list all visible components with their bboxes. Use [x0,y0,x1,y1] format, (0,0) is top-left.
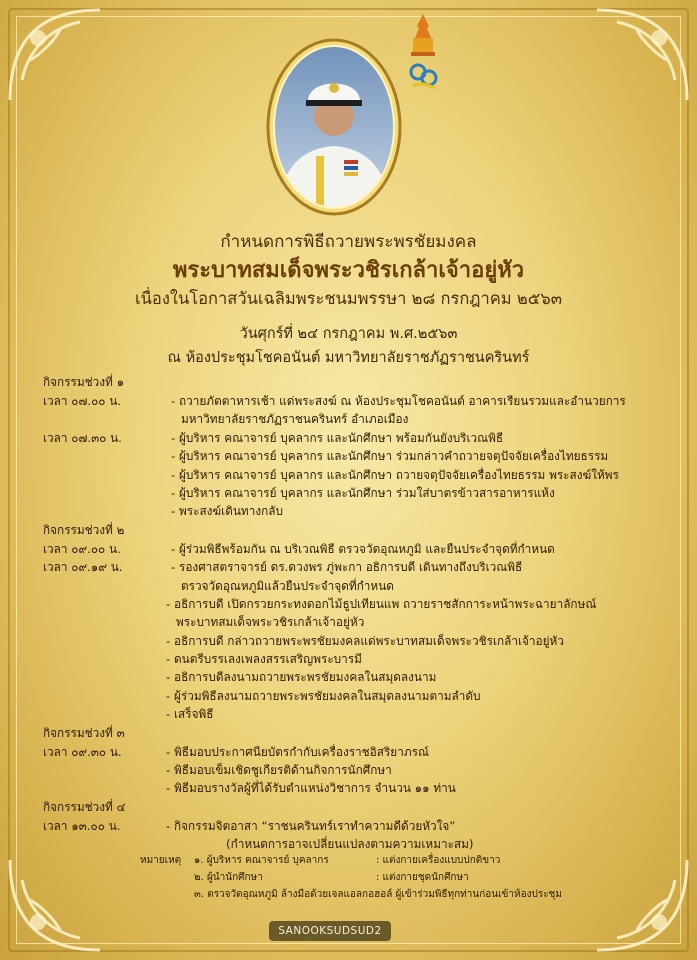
royal-portrait [266,38,402,216]
schedule-row [56,779,656,797]
schedule-item: - พิธีมอบประกาศนียบัตรกำกับเครื่องราชอิสริยาภรณ์ [166,744,429,759]
corner-ornament-top-left [0,0,110,110]
schedule-time: เวลา ๐๗.๐๐ น. [43,394,122,408]
corner-ornament-bottom-left [0,850,110,960]
note-item: ๓. ตรวจวัดอุณหภูมิ ล้างมือด้วยเจลแอลกอฮอล์ ผู้เข้าร่วมพิธีทุกท่านก่อนเข้าห้องประชุม [194,889,562,900]
schedule-row [56,502,656,520]
watermark-badge: SANOOKSUDSUD2 [269,921,391,941]
event-venue: ณ ห้องประชุมโชคอนันต์ มหาวิทยาลัยราชภัฏราชนครินทร์ [167,350,530,366]
schedule [43,373,656,854]
schedule-item: - อธิการบดี กล่าวถวายพระพรชัยมงคลแด่พระบาทสมเด็จพระวชิรเกล้าเจ้าอยู่หัว [166,633,564,648]
schedule-row [56,577,656,595]
schedule-item: - ผู้ร่วมพิธีพร้อมกัน ณ บริเวณพิธี ตรวจวัดอุณหภูมิ และยืนประจำจุดที่กำหนด [171,541,555,556]
schedule-row [43,392,656,410]
schedule-row [56,761,656,779]
note-dress: : แต่งกายเครื่องแบบปกติขาว [376,855,501,866]
schedule-item: - ดนตรีบรรเลงเพลงสรรเสริญพระบารมี [166,652,362,667]
schedule-item: - พระสงฆ์เดินทางกลับ [171,504,283,519]
schedule-note-row [56,835,656,853]
schedule-item: มหาวิทยาลัยราชภัฏราชนครินทร์ อำเภอเมือง [181,412,409,427]
schedule-time: เวลา ๐๙.๓๐ น. [43,744,122,759]
schedule-row [56,705,656,723]
schedule-row [43,817,656,835]
title-line-3: เนื่องในโอกาสวันเฉลิมพระชนมพรรษา ๒๘ กรกฎาคม ๒๕๖๓ [135,289,562,308]
schedule-item: พระบาทสมเด็จพระวชิรเกล้าเจ้าอยู่หัว [176,615,365,630]
schedule-row [56,595,656,613]
schedule-item: - ถวายภัตตาหารเช้า แด่พระสงฆ์ ณ ห้องประชุมโชคอนันต์ อาคารเรียนรวมและอำนวยการ [171,394,626,408]
note-row [140,869,640,886]
schedule-row [56,466,656,484]
schedule-item: - ผู้บริหาร คณาจารย์ บุคลากร และนักศึกษา พร้อมกันยังบริเวณพิธี [171,430,504,445]
schedule-item: - พิธีมอบรางวัลผู้ที่ได้รับตำแหน่งวิชาการ จำนวน ๑๑ ท่าน [166,781,456,796]
schedule-time: เวลา ๐๗.๓๐ น. [43,430,122,445]
note-row [140,886,640,903]
schedule-item: - ผู้บริหาร คณาจารย์ บุคลากร และนักศึกษา ร่วมกล่าวคำถวายจตุปัจจัยเครื่องไทยธรรม [171,449,609,464]
schedule-row [43,540,656,558]
note-who: ๒. ผู้นำนักศึกษา [194,872,263,883]
schedule-row [56,687,656,705]
schedule-item: - รองศาสตราจารย์ ดร.ดวงพร ภู่พะกา อธิการบดี เดินทางถึงบริเวณพิธี [171,560,523,575]
schedule-time: เวลา ๐๙.๐๐ น. [43,541,121,556]
schedule-row [56,613,656,631]
schedule-time: เวลา ๐๙.๑๙ น. [43,560,123,575]
royal-emblem-icon [405,12,441,92]
schedule-row [43,743,656,761]
schedule-row [56,650,656,668]
schedule-time: เวลา ๑๓.๐๐ น. [43,818,121,833]
notes-label: หมายเหตุ [140,855,182,866]
event-date: วันศุกร์ที่ ๒๔ กรกฎาคม พ.ศ.๒๕๖๓ [239,326,458,342]
schedule-item: - อธิการบดีลงนามถวายพระพรชัยมงคลในสมุดลงนาม [166,670,437,685]
section-heading: กิจกรรมช่วงที่ ๒ [43,522,125,537]
schedule-item: - กิจกรรมจิตอาสา “ราชนครินทร์เราทำความดีด้วยหัวใจ” [166,818,456,833]
schedule-item: ตรวจวัดอุณหภูมิแล้วยืนประจำจุดที่กำหนด [181,578,394,593]
title-line-2: พระบาทสมเด็จพระวชิรเกล้าเจ้าอยู่หัว [172,258,525,283]
schedule-row [56,484,656,502]
schedule-item: - อธิการบดี เปิดกรวยกระทงดอกไม้ธูปเทียนแพ ถวายราชสักการะหน้าพระฉายาลักษณ์ [166,596,597,611]
corner-ornament-top-right [587,0,697,110]
schedule-row [56,447,656,465]
schedule-item: - ผู้บริหาร คณาจารย์ บุคลากร และนักศึกษา ร่วมใส่บาตรข้าวสารอาหารแห้ง [171,485,555,500]
section-heading: กิจกรรมช่วงที่ ๔ [43,799,126,814]
note-who: ๑. ผู้บริหาร คณาจารย์ บุคลากร [194,855,329,866]
note-row [140,852,640,869]
notes [140,852,640,903]
schedule-item: - ผู้ร่วมพิธีลงนามถวายพระพรชัยมงคลในสมุดลงนามตามลำดับ [166,688,481,703]
title-line-1: กำหนดการพิธีถวายพระพรชัยมงคล [220,232,477,252]
schedule-row [56,668,656,686]
section-heading: กิจกรรมช่วงที่ ๑ [43,375,125,389]
note-dress: : แต่งกายชุดนักศึกษา [376,872,469,883]
schedule-row [56,632,656,650]
schedule-item: - เสร็จพิธี [166,707,214,722]
section-heading: กิจกรรมช่วงที่ ๓ [43,725,125,740]
schedule-row [56,410,656,428]
schedule-item: - พิธีมอบเข็มเชิดชูเกียรติด้านกิจการนักศึกษา [166,763,392,778]
schedule-note: (กำหนดการอาจเปลี่ยนแปลงตามความเหมาะสม) [226,837,474,852]
schedule-row [43,558,656,576]
schedule-row [43,429,656,447]
schedule-item: - ผู้บริหาร คณาจารย์ บุคลากร และนักศึกษา ถวายจตุปัจจัยเครื่องไทยธรรม พระสงฆ์ให้พร [171,467,619,482]
